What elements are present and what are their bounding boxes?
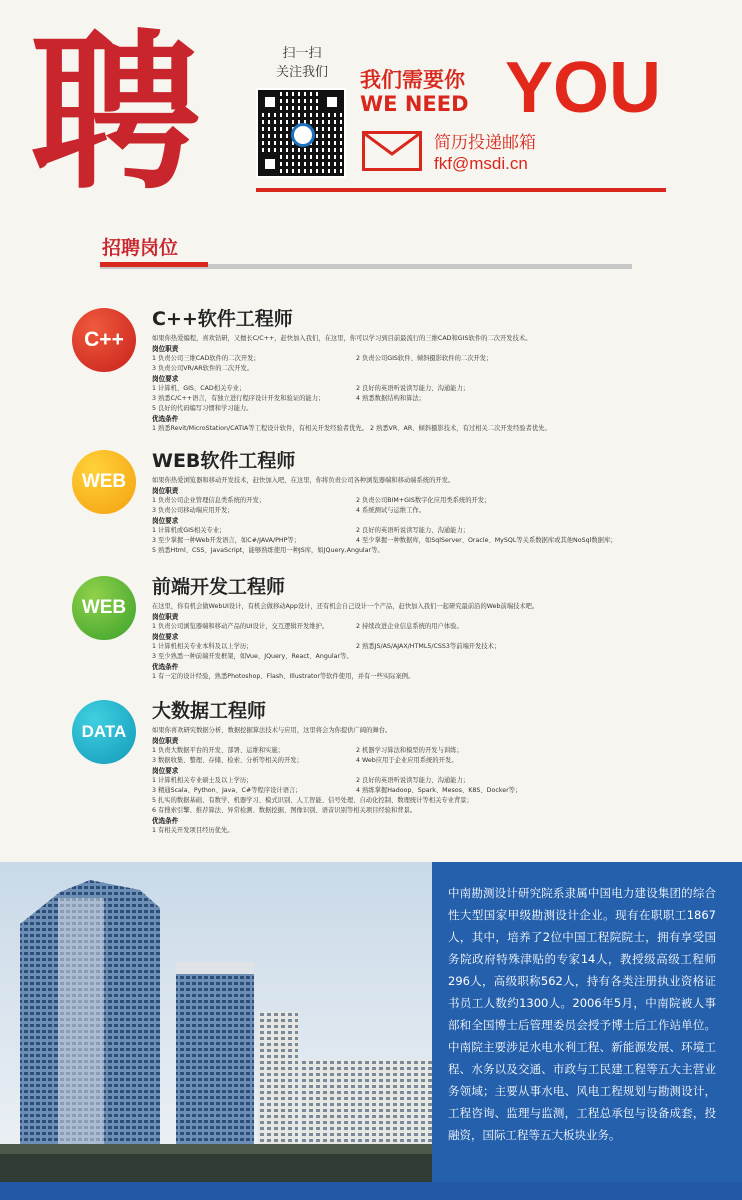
req-item: 4 熟练掌握Hadoop、Spark、Mesos、K8S、Docker等；: [356, 787, 522, 794]
req-item: 3 精通Scala、Python、Java、C#等程序设计语言；: [152, 787, 302, 794]
job-badge: DATA: [72, 700, 136, 764]
req-item: 2 良好的英语听说读写能力、沟通能力；: [356, 777, 470, 784]
job-badge: WEB: [72, 450, 136, 514]
we-need-en: WE NEED: [360, 92, 469, 116]
duty-item: 2 持续改进企业信息系统的用户体验。: [356, 623, 463, 630]
job-badge: WEB: [72, 576, 136, 640]
bonus-item: 1 有相关开发项目经历优先。: [152, 827, 234, 834]
you-headline: YOU: [505, 48, 662, 128]
duty-item: 4 Web应用于企业应用系统的开发。: [356, 757, 458, 764]
resume-email-label: 简历投递邮箱: [434, 133, 536, 153]
qr-finder: [322, 92, 342, 112]
req-item: 2 熟悉JS/AS/AJAX/HTML5/CSS3等前端开发技术；: [356, 643, 501, 650]
duty-item: 2 负责公司BIM+GIS数字化应用类系统的开发；: [356, 497, 491, 504]
footer-bottom-bar: [0, 1182, 742, 1200]
req-item: 1 计算机相关专业本科及以上学历；: [152, 643, 253, 650]
duty-item: 3 数据收集、整理、存储、检索、分析等相关的开发；: [152, 757, 303, 764]
job-details: [152, 476, 742, 556]
scan-line-2: 关注我们: [275, 65, 328, 80]
req-heading: 岗位要求: [152, 767, 179, 775]
job-details: [152, 726, 742, 836]
duty-item: 4 系统测试与运维工作。: [356, 507, 425, 514]
bonus-heading: 优选条件: [152, 415, 179, 423]
envelope-icon: [362, 131, 422, 171]
job-intro: 如果你热爱编程，喜欢钻研，又擅长C/C++，赶快加入我们，在这里，你可以学习到目前最流行的三维CAD和GIS软件的二次开发技术。: [152, 335, 532, 342]
qr-logo-icon: [291, 123, 315, 147]
company-description: 中南勘测设计研究院系隶属中国电力建设集团的综合性大型国家甲级勘测设计企业。现有在职职工1867人，其中，培养了2位中国工程院院士，拥有享受国务院政府特殊津贴的专家14人，教授级高级工程师296人，高级职称562人，持有各类注册执业资格证书员工人数约1300人。2006年5月，中南院被人事部和全国博士后管理委员会授予博士后工作站单位。 中南院主要涉足水电水利工程、新能源发展、环境工程、水务以及交通、市政与工民建工程等五大主营业务领域；主要从事水电、风电工程规划与勘测设计，工程咨询、监理与监测，工程总承包与设备成套，投融资，国际工程等五大板块业务。: [448, 886, 716, 1142]
section-title-underline: [100, 262, 208, 267]
req-item: 2 良好的英语听说读写能力、沟通能力；: [356, 527, 470, 534]
bonus-heading: 优选条件: [152, 663, 179, 671]
job-title: 前端开发工程师: [152, 576, 286, 598]
header: [0, 0, 742, 240]
req-heading: 岗位要求: [152, 633, 179, 641]
req-item: 6 有搜索引擎、推荐算法、异常检测、数据挖掘、图像识别、语音识别等相关项目经验和背景。: [152, 807, 417, 814]
duty-item: 1 负责大数据平台的开发、部署、运维和实施；: [152, 747, 284, 754]
req-item: 1 计算机或GIS相关专业；: [152, 527, 226, 534]
req-item: 2 良好的英语听说读写能力、沟通能力；: [356, 385, 470, 392]
scan-line-1: 扫一扫: [282, 46, 322, 61]
qr-code[interactable]: [256, 88, 346, 178]
hiring-character: 聘: [30, 13, 195, 213]
duty-item: 1 负责公司三维CAD软件的二次开发；: [152, 355, 260, 362]
req-item: 1 计算机相关专业硕士及以上学历；: [152, 777, 253, 784]
scan-prompt: [256, 44, 348, 82]
req-item: 5 良好的代码编写习惯和学习能力。: [152, 405, 253, 412]
duty-item: 1 负责公司浏览器端和移动产品的UI设计，交互逻辑开发维护。: [152, 623, 329, 630]
duty-heading: 岗位职责: [152, 345, 179, 353]
duty-item: 1 负责公司企业管理信息类系统的开发；: [152, 497, 266, 504]
duty-item: 3 负责公司移动端应用开发；: [152, 507, 234, 514]
req-item: 4 至少掌握一种数据库，如SqlServer、Oracle、MySQL等关系数据库或其他NoSql数据库；: [356, 537, 617, 544]
req-item: 5 扎实的数据基础、有数学、机器学习、模式识别、人工智能、信号处理、自动化控制、数理统计等相关专业背景；: [152, 797, 473, 804]
job-details: [152, 602, 742, 682]
duty-item: 2 机器学习算法和模型的开发与训练；: [356, 747, 463, 754]
job-title: C++软件工程师: [152, 308, 293, 330]
duty-heading: 岗位职责: [152, 737, 179, 745]
req-heading: 岗位要求: [152, 375, 179, 383]
duty-heading: 岗位职责: [152, 613, 179, 621]
job-badge: C++: [72, 308, 136, 372]
req-item: 3 至少熟悉一种前端开发框架，如Vue、JQuery、React、Angular等。: [152, 653, 353, 660]
job-details: [152, 334, 742, 434]
req-heading: 岗位要求: [152, 517, 179, 525]
duty-heading: 岗位职责: [152, 487, 179, 495]
req-item: 3 至少掌握一种Web开发语言，如C#/JAVA/PHP等；: [152, 537, 301, 544]
duty-item: 2 负责公司GIS软件、倾斜摄影软件的二次开发；: [356, 355, 493, 362]
job-intro: 在这里，你有机会做WebUI设计，有机会做移动App设计，还有机会自己设计一个产品，赶快加入我们一起研究最前沿的Web前端技术吧。: [152, 603, 539, 610]
headquarters-building-photo: [0, 862, 432, 1182]
resume-email-address[interactable]: fkf@msdi.cn: [434, 154, 528, 173]
job-intro: 如果你喜欢研究数据分析、数据挖掘算法技术与应用，这里将会为你提供广阔的舞台。: [152, 727, 392, 734]
bonus-item: 1 有一定的设计经验，熟悉Photoshop、Flash、Illustrator等软件使用，并有一些实际案例。: [152, 673, 415, 680]
we-need-you-cn: 我们需要你: [360, 68, 465, 92]
req-item: 4 熟悉数据结构和算法；: [356, 395, 425, 402]
bonus-heading: 优选条件: [152, 817, 179, 825]
section-title: 招聘岗位: [102, 237, 179, 259]
job-title: WEB软件工程师: [152, 450, 296, 472]
qr-finder: [260, 92, 280, 112]
job-intro: 如果你热爱浏览器和移动开发技术，赶快加入吧，在这里，你将负责公司各种浏览器端和移动端系统的开发。: [152, 477, 455, 484]
req-item: 1 计算机、GIS、CAD相关专业；: [152, 385, 246, 392]
req-item: 5 熟悉Html、CSS、JavaScript，能够熟练使用一种JS库，如JQuery,Angular等。: [152, 547, 384, 554]
header-divider: [256, 188, 666, 192]
job-title: 大数据工程师: [152, 700, 267, 722]
duty-item: 3 负责公司VR/AR软件的二次开发。: [152, 365, 254, 372]
qr-finder: [260, 154, 280, 174]
bonus-item: 1 熟悉Revit/MicroStation/CATIA等工程设计软件，有相关开发经验者优先。 2 熟悉VR、AR、倾斜摄影技术，有过相关二次开发经验者优先。: [152, 425, 551, 432]
req-item: 3 熟悉C/C++语言，有独立进行程序设计开发和验证的能力；: [152, 395, 325, 402]
